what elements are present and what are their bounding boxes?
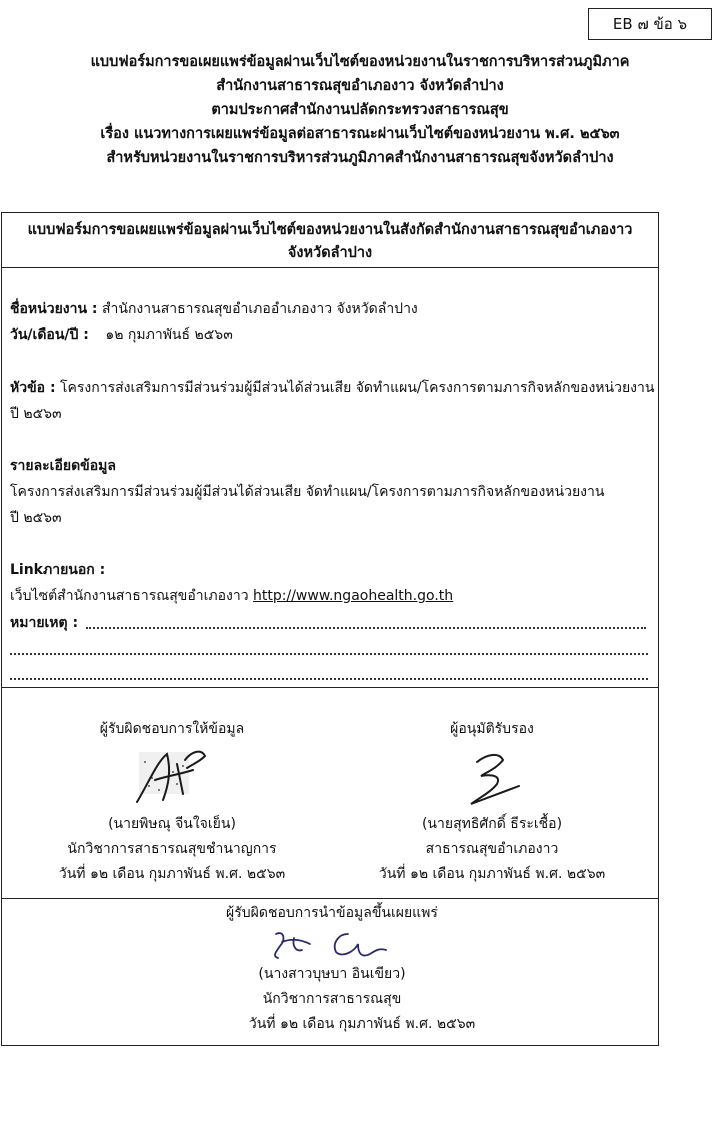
publisher-role: ผู้รับผิดชอบการนำข้อมูลขึ้นเผยแพร่ <box>226 905 438 921</box>
date-value: ๑๒ กุมภาพันธ์ ๒๕๖๓ <box>105 327 233 343</box>
publisher-position: นักวิชาการสาธารณสุข <box>262 991 402 1007</box>
document-code: EB ๗ ข้อ ๖ <box>588 8 712 40</box>
header-line-3: ตามประกาศสำนักงานปลัดกระทรวงสาธารณสุข <box>211 102 509 118</box>
provider-signature-block <box>22 717 322 887</box>
note-line-3 <box>10 678 648 680</box>
publisher-name: (นางสาวบุษบา อินเขียว) <box>258 966 406 982</box>
agency-value: สำนักงานสาธารณสุขอำเภออำเภองาว จังหวัดลำปาง <box>101 301 418 317</box>
topic-value: โครงการส่งเสริมการมีส่วนร่วมผู้มีส่วนได้ส่วนเสีย จัดทำแผน/โครงการตามภารกิจหลักของหน่วยงาน <box>60 380 655 396</box>
provider-position: นักวิชาการสาธารณสุขชำนาญการ <box>67 841 277 857</box>
divider <box>2 687 658 688</box>
approver-signature-image <box>447 742 537 812</box>
header-line-5: สำหรับหน่วยงานในราชการบริหารส่วนภูมิภาคสำนักงานสาธารณสุขจังหวัดลำปาง <box>106 150 614 166</box>
provider-signature-image <box>127 742 217 812</box>
detail-value-cont: ปี ๒๕๖๓ <box>10 510 62 526</box>
divider <box>2 898 658 899</box>
agency-label: ชื่อหน่วยงาน : <box>10 301 98 317</box>
provider-name: (นายพิษณุ จีนใจเย็น) <box>108 816 236 832</box>
publisher-signature-image <box>262 926 402 962</box>
publisher-signature-block <box>162 901 502 1037</box>
header-line-2: สำนักงานสาธารณสุขอำเภองาว จังหวัดลำปาง <box>216 78 504 94</box>
agency-row <box>10 297 418 321</box>
note-line-1 <box>86 627 646 629</box>
header-line-4: เรื่อง แนวทางการเผยแพร่ข้อมูลต่อสาธารณะผ่านเว็บไซต์ของหน่วยงาน พ.ศ. ๒๕๖๓ <box>100 126 620 142</box>
date-label: วัน/เดือน/ปี : <box>10 327 89 343</box>
external-link[interactable]: http://www.ngaohealth.go.th <box>253 588 454 604</box>
detail-value: โครงการส่งเสริมการมีส่วนร่วมผู้มีส่วนได้ส่วนเสีย จัดทำแผน/โครงการตามภารกิจหลักของหน่วยงาน <box>10 484 605 500</box>
approver-name: (นายสุทธิศักดิ์ ธีระเชื้อ) <box>421 816 563 832</box>
publisher-date: วันที่ ๑๒ เดือน กุมภาพันธ์ พ.ศ. ๒๕๖๓ <box>248 1016 476 1032</box>
date-row <box>10 323 233 347</box>
detail-label: รายละเอียดข้อมูล <box>10 458 116 474</box>
topic-label: หัวข้อ : <box>10 380 56 396</box>
link-prefix: เว็บไซต์สำนักงานสาธารณสุขอำเภองาว <box>10 588 249 604</box>
note-line-2 <box>10 653 648 655</box>
topic-row <box>10 376 654 400</box>
approver-signature-block <box>342 717 642 887</box>
form-title <box>2 219 658 265</box>
form-title-line-2: จังหวัดลำปาง <box>287 245 373 261</box>
approver-role: ผู้อนุมัติรับรอง <box>450 721 534 737</box>
header-line-1: แบบฟอร์มการขอเผยแพร่ข้อมูลผ่านเว็บไซต์ของหน่วยงานในราชการบริหารส่วนภูมิภาค <box>90 54 630 70</box>
approver-date: วันที่ ๑๒ เดือน กุมภาพันธ์ พ.ศ. ๒๕๖๓ <box>378 866 606 882</box>
note-label: หมายเหตุ : <box>10 615 79 631</box>
link-label: Linkภายนอก : <box>10 562 106 578</box>
approver-position: สาธารณสุขอำเภองาว <box>425 841 559 857</box>
link-row <box>10 584 453 608</box>
document-header <box>0 50 720 170</box>
provider-role: ผู้รับผิดชอบการให้ข้อมูล <box>99 721 245 737</box>
divider <box>2 267 658 268</box>
provider-date: วันที่ ๑๒ เดือน กุมภาพันธ์ พ.ศ. ๒๕๖๓ <box>58 866 286 882</box>
topic-value-cont: ปี ๒๕๖๓ <box>10 406 62 422</box>
form-title-line-1: แบบฟอร์มการขอเผยแพร่ข้อมูลผ่านเว็บไซต์ของหน่วยงานในสังกัดสำนักงานสาธารณสุขอำเภองาว <box>27 222 633 238</box>
form-frame <box>1 212 659 1046</box>
